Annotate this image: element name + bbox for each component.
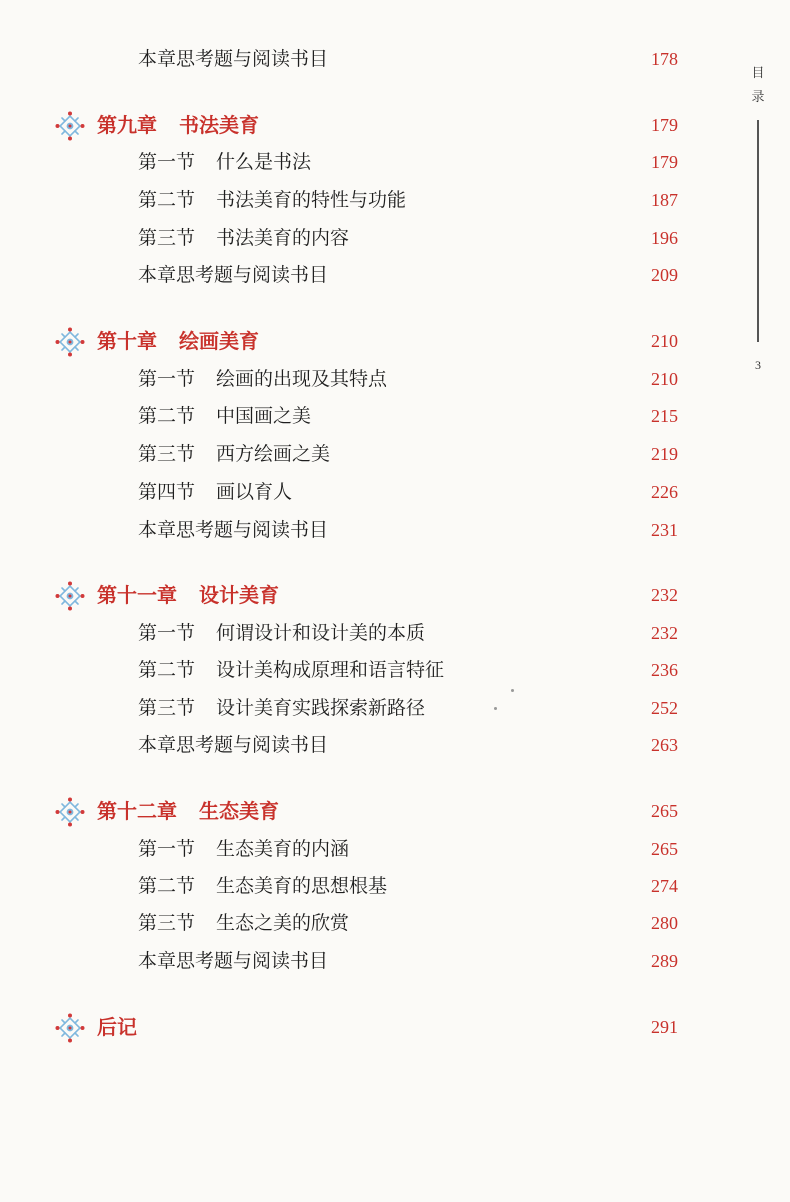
- toc-entry-label: [138, 907, 349, 939]
- toc-section-entry[interactable]: [0, 363, 700, 395]
- section-number: 第二节: [138, 405, 196, 427]
- toc-page-number: 210: [651, 369, 678, 389]
- section-title: 何谓设计和设计美的本质: [216, 622, 426, 644]
- chapter-title: 生态美育: [199, 799, 279, 823]
- toc-entry-label: [138, 400, 311, 432]
- toc-entry-label: [138, 43, 328, 75]
- paper-speck: [494, 707, 497, 710]
- section-number: 第二节: [138, 189, 196, 211]
- toc-page-number: 226: [651, 482, 678, 502]
- toc-entry-label: [138, 617, 425, 649]
- section-number: 第四节: [138, 481, 196, 503]
- toc-section-entry[interactable]: [0, 617, 700, 649]
- toc-chapter-entry[interactable]: [0, 1011, 700, 1043]
- toc-entry-label: [138, 514, 328, 546]
- toc-section-entry[interactable]: [0, 146, 700, 178]
- toc-page-number: 179: [651, 115, 678, 135]
- ornament-icon: [54, 796, 86, 828]
- toc-entry-label: [138, 945, 328, 977]
- section-title: 西方绘画之美: [216, 443, 331, 465]
- toc-page-number: 265: [651, 801, 678, 821]
- toc-section-entry[interactable]: [0, 476, 700, 508]
- toc-entry-label: [138, 438, 330, 470]
- chapter-number: 第十一章: [97, 583, 177, 607]
- section-title: 画以育人: [216, 481, 293, 503]
- chapter-number: 第十章: [97, 329, 157, 353]
- toc-section-entry[interactable]: [0, 870, 700, 902]
- toc-section-entry[interactable]: [0, 692, 700, 724]
- running-header-title: 目录: [751, 66, 765, 105]
- section-title: 生态之美的欣赏: [216, 912, 350, 934]
- toc-entry-label: [138, 363, 387, 395]
- toc-section-entry[interactable]: [0, 400, 700, 432]
- toc-page-number: 280: [651, 913, 678, 933]
- toc-section-entry[interactable]: [0, 222, 700, 254]
- toc-page-number: 210: [651, 331, 678, 351]
- toc-entry-label: [138, 870, 387, 902]
- toc-entry-label: [97, 109, 259, 141]
- toc-entry-label: [138, 692, 425, 724]
- ornament-icon: [54, 1012, 86, 1044]
- toc-page-number: 178: [651, 49, 678, 69]
- section-number: 第一节: [138, 622, 196, 644]
- toc-section-entry[interactable]: [0, 438, 700, 470]
- toc-entry-label: [97, 325, 259, 357]
- toc-page-number: 231: [651, 520, 678, 540]
- toc-entry-label: [97, 1011, 137, 1043]
- toc-page-number: 252: [651, 698, 678, 718]
- section-number: 第二节: [138, 659, 196, 681]
- section-title: 生态美育的思想根基: [216, 875, 388, 897]
- toc-section-entry[interactable]: [0, 729, 700, 761]
- section-number: 第一节: [138, 368, 196, 390]
- toc-section-entry[interactable]: [0, 43, 700, 75]
- page-number: 3: [755, 358, 761, 372]
- section-title: 设计美构成原理和语言特征: [216, 659, 445, 681]
- toc-page-number: 215: [651, 406, 678, 426]
- toc-page-number: 196: [651, 228, 678, 248]
- toc-page-number: 236: [651, 660, 678, 680]
- running-header-rule: [757, 120, 759, 342]
- section-number: 第一节: [138, 838, 196, 860]
- section-number: 第三节: [138, 912, 196, 934]
- toc-chapter-entry[interactable]: [0, 795, 700, 827]
- section-number: 第一节: [138, 151, 196, 173]
- section-title: 设计美育实践探索新路径: [216, 697, 426, 719]
- toc-page-number: 179: [651, 152, 678, 172]
- section-title: 本章思考题与阅读书目: [138, 734, 329, 756]
- toc-section-entry[interactable]: [0, 654, 700, 686]
- section-title: 书法美育的特性与功能: [216, 189, 407, 211]
- chapter-title: 后记: [97, 1015, 137, 1039]
- toc-page-number: 232: [651, 585, 678, 605]
- toc-entry-label: [138, 184, 406, 216]
- chapter-number: 第九章: [97, 113, 157, 137]
- toc-page-number: 263: [651, 735, 678, 755]
- toc-entry-label: [138, 654, 444, 686]
- toc-entry-label: [97, 795, 279, 827]
- section-title: 生态美育的内涵: [216, 838, 350, 860]
- toc-section-entry[interactable]: [0, 907, 700, 939]
- section-number: 第三节: [138, 697, 196, 719]
- section-title: 绘画的出现及其特点: [216, 368, 388, 390]
- section-title: 书法美育的内容: [216, 227, 350, 249]
- toc-entry-label: [138, 476, 292, 508]
- toc-entry-label: [138, 729, 328, 761]
- toc-section-entry[interactable]: [0, 514, 700, 546]
- toc-entry-label: [97, 579, 279, 611]
- section-number: 第三节: [138, 227, 196, 249]
- chapter-title: 书法美育: [179, 113, 259, 137]
- toc-chapter-entry[interactable]: [0, 109, 700, 141]
- chapter-number: 第十二章: [97, 799, 177, 823]
- toc-section-entry[interactable]: [0, 184, 700, 216]
- section-number: 第二节: [138, 875, 196, 897]
- toc-chapter-entry[interactable]: [0, 579, 700, 611]
- paper-speck: [511, 689, 514, 692]
- chapter-title: 绘画美育: [179, 329, 259, 353]
- toc-page-number: 289: [651, 951, 678, 971]
- ornament-icon: [54, 110, 86, 142]
- toc-entry-label: [138, 146, 311, 178]
- toc-page-number: 274: [651, 876, 678, 896]
- toc-section-entry[interactable]: [0, 945, 700, 977]
- section-title: 本章思考题与阅读书目: [138, 950, 329, 972]
- toc-page-number: 291: [651, 1017, 678, 1037]
- toc-entry-label: [138, 833, 349, 865]
- section-title: 本章思考题与阅读书目: [138, 48, 329, 70]
- toc-section-entry[interactable]: [0, 833, 700, 865]
- toc-page-number: 219: [651, 444, 678, 464]
- toc-entry-label: [138, 259, 328, 291]
- toc-page-number: 209: [651, 265, 678, 285]
- toc-page-number: 232: [651, 623, 678, 643]
- section-title: 本章思考题与阅读书目: [138, 264, 329, 286]
- toc-entry-label: [138, 222, 349, 254]
- toc-page-number: 187: [651, 190, 678, 210]
- section-title: 中国画之美: [216, 405, 312, 427]
- toc-section-entry[interactable]: [0, 259, 700, 291]
- toc-chapter-entry[interactable]: [0, 325, 700, 357]
- ornament-icon: [54, 580, 86, 612]
- ornament-icon: [54, 326, 86, 358]
- toc-page-number: 265: [651, 839, 678, 859]
- section-title: 本章思考题与阅读书目: [138, 519, 329, 541]
- section-title: 什么是书法: [216, 151, 312, 173]
- chapter-title: 设计美育: [199, 583, 279, 607]
- section-number: 第三节: [138, 443, 196, 465]
